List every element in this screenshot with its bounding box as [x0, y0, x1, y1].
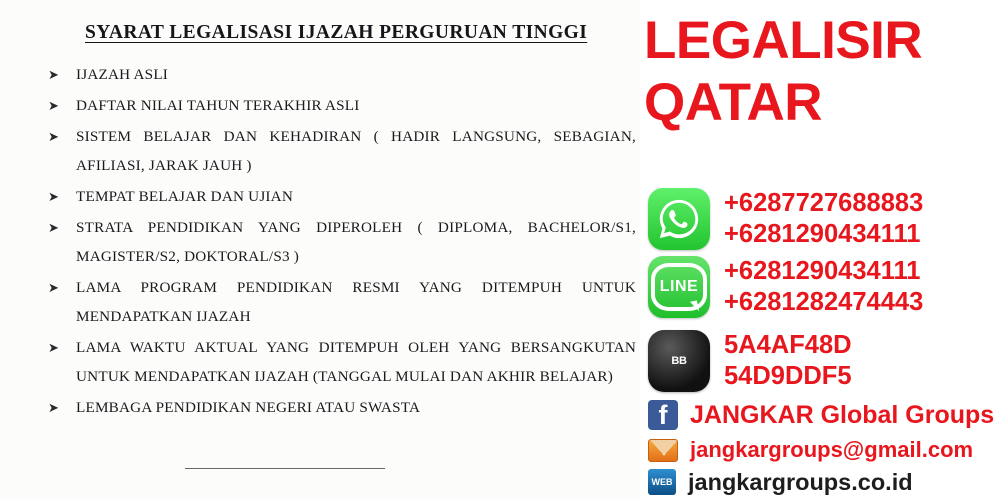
line-number-2: +6281282474443: [724, 288, 924, 316]
arrow-bullet-icon: ➤: [48, 280, 60, 295]
list-item-label: SISTEM BELAJAR DAN KEHADIRAN ( HADIR LANGSUNG, SEBAGIAN, AFILIASI, JARAK JAUH ): [76, 128, 636, 174]
list-item-label: LAMA PROGRAM PENDIDIKAN RESMI YANG DITEMPUH UNTUK MENDAPATKAN IJAZAH: [76, 279, 636, 325]
document-title: SYARAT LEGALISASI IJAZAH PERGURUAN TINGGI: [85, 22, 588, 43]
requirements-list: [46, 60, 636, 424]
website-icon: [648, 469, 676, 495]
list-item: [46, 182, 636, 211]
list-item: [46, 213, 636, 271]
blackberry-icon-label: BB: [671, 355, 687, 367]
blackberry-pin-2: 54D9DDF5: [724, 362, 852, 390]
whatsapp-number-2: +6281290434111: [724, 220, 921, 248]
line-icon: [648, 256, 710, 318]
list-item: [46, 122, 636, 180]
facebook-page-name: JANGKAR Global Groups: [690, 401, 995, 429]
brand-line-1: LEGALISIR: [644, 11, 923, 70]
arrow-bullet-icon: ➤: [48, 67, 60, 82]
line-icon-label: LINE: [651, 263, 707, 311]
website-icon-label: WEB: [651, 477, 673, 487]
line-numbers: [724, 256, 923, 318]
arrow-bullet-icon: ➤: [48, 340, 60, 355]
arrow-bullet-icon: ➤: [48, 98, 60, 113]
website-contact-row[interactable]: [648, 468, 913, 496]
facebook-contact-row[interactable]: [648, 400, 994, 430]
brand-heading: [644, 10, 996, 134]
list-item: [46, 333, 636, 391]
whatsapp-number-1: +6287727688883: [724, 189, 924, 217]
email-contact-row[interactable]: [648, 437, 973, 463]
website-url: jangkargroups.co.id: [688, 469, 913, 495]
contact-panel: [640, 0, 1000, 500]
list-item: [46, 393, 636, 422]
signature-rule: [185, 468, 385, 469]
blackberry-contact-row[interactable]: [648, 330, 852, 392]
whatsapp-contact-row[interactable]: [648, 188, 923, 250]
arrow-bullet-icon: ➤: [48, 189, 60, 204]
whatsapp-numbers: [724, 188, 923, 250]
brand-line-2: QATAR: [644, 73, 823, 132]
blackberry-icon: [648, 330, 710, 392]
list-item-label: STRATA PENDIDIKAN YANG DIPEROLEH ( DIPLOMA, BACHELOR/S1, MAGISTER/S2, DOKTORAL/S3 ): [76, 219, 636, 265]
email-icon: [648, 439, 678, 462]
facebook-icon: [648, 400, 678, 430]
list-item: [46, 273, 636, 331]
list-item-label: LEMBAGA PENDIDIKAN NEGERI ATAU SWASTA: [76, 399, 421, 416]
list-item-label: LAMA WAKTU AKTUAL YANG DITEMPUH OLEH YANG BERSANGKUTAN UNTUK MENDAPATKAN IJAZAH (TANGGAL MULAI DAN AKHIR BELAJAR): [76, 339, 636, 385]
arrow-bullet-icon: ➤: [48, 400, 60, 415]
list-item: [46, 60, 636, 89]
arrow-bullet-icon: ➤: [48, 220, 60, 235]
blackberry-pins: [724, 330, 852, 392]
line-number-1: +6281290434111: [724, 257, 921, 285]
list-item-label: IJAZAH ASLI: [76, 66, 169, 83]
email-address: jangkargroups@gmail.com: [690, 437, 974, 462]
line-contact-row[interactable]: [648, 256, 923, 318]
list-item-label: TEMPAT BELAJAR DAN UJIAN: [76, 188, 294, 205]
list-item-label: DAFTAR NILAI TAHUN TERAKHIR ASLI: [76, 97, 360, 114]
list-item: [46, 91, 636, 120]
blackberry-pin-1: 5A4AF48D: [724, 331, 852, 359]
whatsapp-icon: [648, 188, 710, 250]
facebook-icon-label: f: [658, 400, 668, 430]
arrow-bullet-icon: ➤: [48, 129, 60, 144]
